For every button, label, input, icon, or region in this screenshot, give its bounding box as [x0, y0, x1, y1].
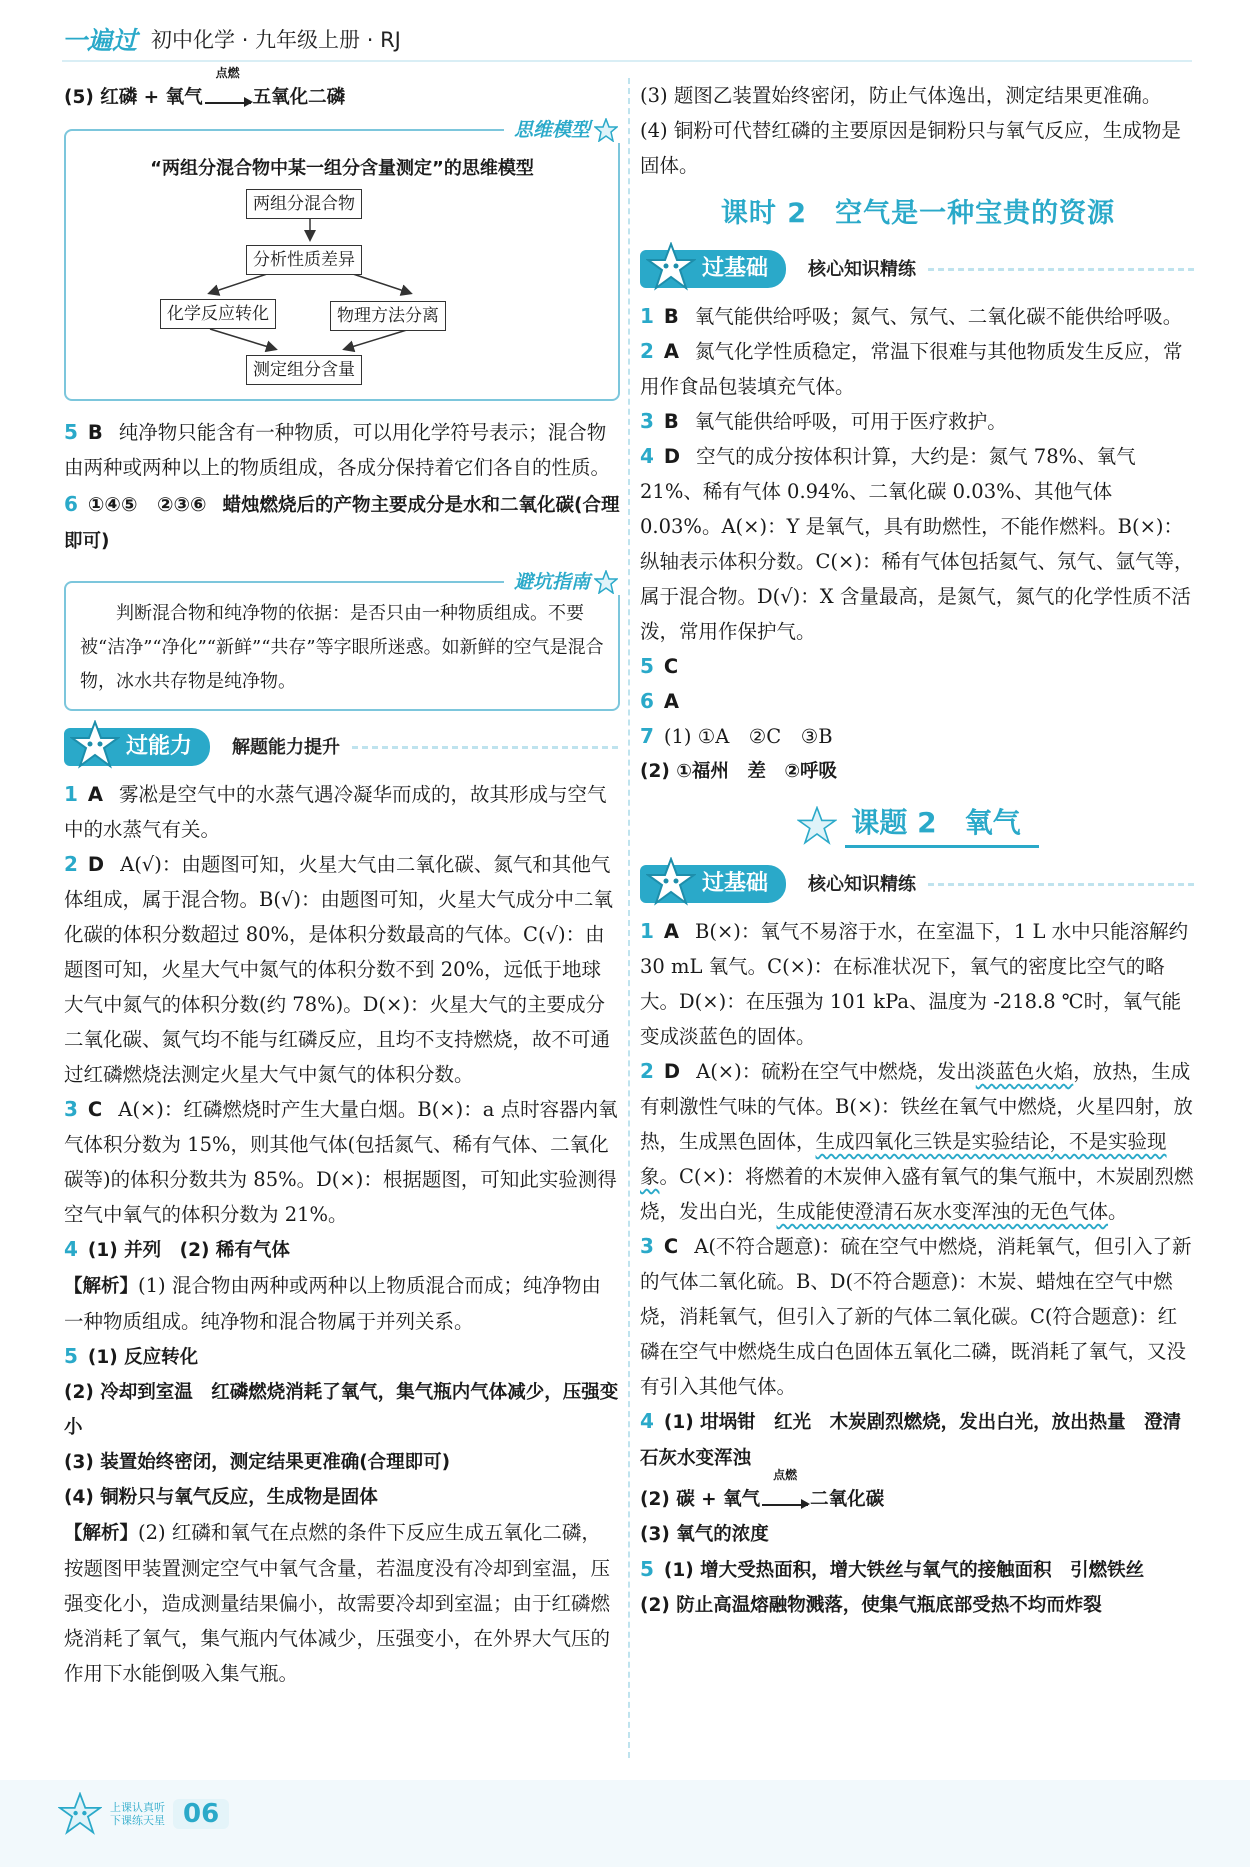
- reaction-condition: 点燃: [215, 66, 240, 80]
- item-number: 3: [640, 1234, 654, 1258]
- item-answer: B: [87, 421, 103, 444]
- lesson-title: 课时 2 空气是一种宝贵的资源: [720, 198, 1116, 229]
- eq-rhs: 二氧化碳: [810, 1489, 885, 1510]
- answer-item: [64, 1232, 620, 1268]
- item-answer: C: [663, 1235, 679, 1258]
- answer-line: (3) 题图乙装置始终密闭，防止气体逸出，测定结果更准确。: [640, 84, 1162, 107]
- item-answer: (1) 坩埚钳 红光 木炭剧烈燃烧，发出白光，放出热量 澄清石灰水变浑浊: [640, 1412, 1182, 1469]
- banner-rule: [928, 883, 1196, 886]
- item-answer: A: [663, 920, 680, 943]
- flow-node-measure: 测定组分含量: [246, 355, 362, 385]
- item-answer: (1) 并列 (2) 稀有气体: [87, 1240, 290, 1261]
- item-number: 3: [64, 1097, 78, 1121]
- item-number: 4: [640, 1409, 654, 1433]
- star-mascot-icon: [58, 1792, 102, 1836]
- box-tag: [504, 569, 622, 595]
- analysis: [64, 1268, 620, 1339]
- box-tag-label: 思维模型: [513, 119, 590, 141]
- brand-logo: 一遍过: [62, 26, 138, 55]
- footer: [58, 1792, 229, 1836]
- item-number: 2: [640, 339, 654, 363]
- item-answer: A: [663, 340, 680, 363]
- answer-item: [640, 404, 1196, 439]
- answer-item: [640, 439, 1196, 649]
- answer-line: (2) ①福州 差 ②呼吸: [640, 761, 838, 782]
- reaction-arrow: [760, 1468, 810, 1517]
- item-answer: B: [663, 305, 679, 328]
- item-explanation: 氮气化学性质稳定，常温下很难与其他物质发生反应，常用作食品包装填充气体。: [640, 340, 1183, 398]
- model-title: “两组分混合物中某一组分含量测定”的思维模型: [150, 158, 534, 179]
- banner-title: 过基础: [640, 250, 786, 288]
- key-phrase: 生成能使澄清石灰水变浑浊的无色气体: [776, 1200, 1109, 1223]
- item-number: 1: [64, 782, 78, 806]
- answer-item: [640, 334, 1196, 404]
- star-mascot-icon: [594, 570, 618, 594]
- answer-item: 2 D A(×)：硫粉在空气中燃烧，发出淡蓝色火焰，放热，生成有刺激性气味的气体。B(×)：铁丝在氧气中燃烧，火星四射，放热，生成黑色固体，生成四氧化三铁是实验结论，不是实验现象。C(×)：将燃着的木炭伸入盛有氧气的集气瓶中，木炭剧烈燃烧，发出白光，生成能使澄清石灰水变浑浊的无色气体。: [640, 1059, 1194, 1223]
- answer-item: [64, 777, 620, 847]
- page-number: 06: [173, 1799, 229, 1829]
- analysis-label: 【解析】: [64, 1276, 139, 1297]
- star-mascot-icon: [646, 857, 696, 907]
- banner-title: 过基础: [640, 865, 786, 903]
- box-tag-label: 避坑指南: [513, 571, 590, 593]
- item-explanation: 氧气能供给呼吸，可用于医疗救护。: [694, 410, 1007, 433]
- item-number: 4: [640, 444, 654, 468]
- topic-heading: [640, 803, 1196, 848]
- tip-text: 判断混合物和纯净物的依据：是否只由一种物质组成。不要被“洁净”“净化”“新鲜”“共存”等字眼所迷惑。如新鲜的空气是混合物，冰水共存物是纯净物。: [80, 603, 604, 692]
- item-answer: D: [663, 445, 681, 468]
- flowchart: [80, 189, 604, 389]
- item-answer: (1) ①A ②C ③B: [663, 725, 833, 748]
- item-number: 4: [64, 1237, 78, 1261]
- answer-item: [64, 1092, 620, 1232]
- answer-line: (3) 氧气的浓度: [640, 1524, 769, 1545]
- item-explanation: 蜡烛燃烧后的产物主要成分是水和二氧化碳(合理即可): [64, 495, 620, 552]
- flow-node-analyze: 分析性质差异: [246, 245, 362, 275]
- header-divider: [62, 60, 1192, 62]
- flow-node-mixture: 两组分混合物: [246, 189, 362, 219]
- banner-title: 过能力: [64, 728, 210, 766]
- item-explanation: 雾凇是空气中的水蒸气遇冷凝华而成的，故其形成与空气中的水蒸气有关。: [64, 783, 607, 841]
- item-number: 6: [640, 689, 654, 713]
- answer-item: [64, 487, 620, 559]
- item-number: 1: [640, 304, 654, 328]
- item-answer: ①④⑤ ②③⑥: [87, 493, 207, 516]
- banner-rule: [352, 746, 620, 749]
- analysis-label: 【解析】: [64, 1523, 139, 1544]
- banner-subtitle: 核心知识精练: [808, 258, 917, 280]
- item-answer: B: [663, 410, 679, 433]
- pitfall-guide-box: [64, 571, 620, 711]
- item-number: 6: [64, 492, 78, 516]
- answer-item: [640, 299, 1196, 334]
- answer-item: [640, 719, 1196, 754]
- item-explanation: 氧气能供给呼吸；氮气、氖气、二氧化碳不能供给呼吸。: [694, 305, 1183, 328]
- item-number: 2: [640, 1059, 654, 1083]
- banner-subtitle: 核心知识精练: [808, 873, 917, 895]
- answer-item: [640, 1552, 1196, 1588]
- item-answer: (1) 增大受热面积，增大铁丝与氧气的接触面积 引燃铁丝: [663, 1560, 1145, 1581]
- analysis: [64, 1515, 620, 1691]
- equation-line: [640, 1468, 1196, 1517]
- star-mascot-icon: [797, 806, 837, 846]
- item-number: 2: [64, 852, 78, 876]
- answer-item: [64, 415, 620, 485]
- thinking-model-box: [64, 119, 620, 401]
- answer-line: (4) 铜粉可代替红磷的主要原因是铜粉只与氧气反应，生成物是固体。: [640, 119, 1181, 177]
- section-banner: [64, 725, 620, 769]
- item-number: 1: [640, 919, 654, 943]
- item-number: 5: [64, 420, 78, 444]
- star-mascot-icon: [646, 242, 696, 292]
- star-mascot-icon: [594, 118, 618, 142]
- banner-rule: [928, 268, 1196, 271]
- star-mascot-icon: [70, 720, 120, 770]
- equation-5: [64, 66, 620, 115]
- section-banner: [640, 247, 1196, 291]
- answer-item: [640, 1229, 1196, 1404]
- reaction-condition: 点燃: [773, 1468, 798, 1482]
- item-answer: C: [663, 655, 679, 678]
- item-answer: A: [87, 783, 104, 806]
- reaction-arrow: [203, 66, 253, 115]
- answer-line: (4) 铜粉只与氧气反应，生成物是固体: [64, 1487, 378, 1508]
- eq-lhs: (2) 碳 + 氧气: [640, 1489, 761, 1510]
- answer-line: (3) 装置始终密闭，测定结果更准确(合理即可): [64, 1452, 451, 1473]
- item-explanation: B(×)：氧气不易溶于水，在室温下，1 L 水中只能溶解约 30 mL 氧气。C(×)：在标准状况下，氧气的密度比空气的略大。D(×)：在压强为 101 kPa、温度为 -218.8 ℃时，氧气能变成淡蓝色的固体。: [640, 920, 1189, 1048]
- column-divider: [628, 78, 630, 1758]
- topic-title: 课题 2 氧气: [845, 803, 1038, 848]
- answer-item: [640, 914, 1196, 1054]
- eq-rhs: 五氧化二磷: [252, 87, 346, 108]
- left-column: [64, 66, 620, 1691]
- flow-node-physical: 物理方法分离: [330, 301, 446, 331]
- box-tag: [504, 117, 622, 143]
- book-title: 初中化学 · 九年级上册 · RJ: [151, 28, 401, 52]
- answer-line: (2) 防止高温熔融物溅落，使集气瓶底部受热不均而炸裂: [640, 1595, 1102, 1616]
- footer-slogan: 上课认真听 下课练天星: [110, 1801, 165, 1827]
- key-phrase: 生成四氧化三铁是实验结论，不是实验现象: [640, 1130, 1167, 1188]
- right-column: [640, 78, 1196, 1623]
- item-number: 3: [640, 409, 654, 433]
- analysis-text: (2) 红磷和氧气在点燃的条件下反应生成五氧化二磷，按题图甲装置测定空气中氧气含量，若温度没有冷却到室温，压强变化小，造成测量结果偏小，故需要冷却到室温；由于红磷燃烧消耗了氧气，集气瓶内气体减少，压强变小，在外界大气压的作用下水能倒吸入集气瓶。: [64, 1521, 611, 1685]
- section-banner: [640, 862, 1196, 906]
- flow-node-chemical: 化学反应转化: [160, 299, 276, 329]
- item-answer: A: [663, 690, 680, 713]
- answer-item: [640, 649, 1196, 684]
- answer-line: (2) 冷却到室温 红磷燃烧消耗了氧气，集气瓶内气体减少，压强变小: [64, 1382, 619, 1438]
- answer-item: [64, 1339, 620, 1375]
- item-answer: C: [87, 1098, 103, 1121]
- answer-item: [640, 1404, 1196, 1476]
- item-number: 5: [640, 1557, 654, 1581]
- item-explanation: A(×)：红磷燃烧时产生大量白烟。B(×)：a 点时容器内氧气体积分数为 15%，则其他气体(包括氮气、稀有气体、二氧化碳等)的体积分数共为 85%。D(×)：根据题图，可知此实验测得空气中氧气的体积分数为 21%。: [64, 1098, 618, 1226]
- analysis-text: (1) 混合物由两种或两种以上物质混合而成；纯净物由一种物质组成。纯净物和混合物属于并列关系。: [64, 1274, 601, 1333]
- item-number: 5: [64, 1344, 78, 1368]
- item-number: 5: [640, 654, 654, 678]
- key-phrase: 淡蓝色火焰: [975, 1060, 1074, 1083]
- item-answer: (1) 反应转化: [87, 1347, 199, 1368]
- header: [62, 22, 401, 56]
- item-explanation: A(√)：由题图可知，火星大气由二氧化碳、氮气和其他气体组成，属于混合物。B(√)：由题图可知，火星大气成分中二氧化碳的体积分数超过 80%，是体积分数最高的气体。C(√)：由题图可知，火星大气中氮气的体积分数不到 20%，远低于地球大气中氮气的体积分数(约 78%)。D(×)：火星大气的主要成分二氧化碳、氮气均不能与红磷反应，且均不支持燃烧，故不可通过红磷燃烧法测定火星大气中氮气的体积分数。: [64, 853, 613, 1086]
- item-answer: D: [87, 853, 105, 876]
- item-number: 7: [640, 724, 654, 748]
- item-explanation: A(不符合题意)：硫在空气中燃烧，消耗氧气，但引入了新的气体二氧化硫。B、D(不符合题意)：木炭、蜡烛在空气中燃烧，消耗氧气，但引入了新的气体二氧化碳。C(符合题意)：红磷在空气中燃烧生成白色固体五氧化二磷，既消耗了氧气，又没有引入其他气体。: [640, 1235, 1192, 1398]
- item-answer: D: [663, 1060, 681, 1083]
- eq-lhs: (5) 红磷 + 氧气: [64, 87, 203, 108]
- answer-item: [640, 684, 1196, 719]
- answer-item: [64, 847, 620, 1092]
- banner-subtitle: 解题能力提升: [232, 736, 341, 758]
- item-explanation: 纯净物只能含有一种物质，可以用化学符号表示；混合物由两种或两种以上的物质组成，各成分保持着它们各自的性质。: [64, 421, 611, 479]
- item-explanation: 空气的成分按体积计算，大约是：氮气 78%、氧气 21%、稀有气体 0.94%、二氧化碳 0.03%、其他气体 0.03%。A(×)：Y 是氧气，具有助燃性，不能作燃料。B(×)：纵轴表示体积分数。C(×)：稀有气体包括氦气、氖气、氩气等，属于混合物。D(√)：X 含量最高，是氮气，氮气的化学性质不活泼，常用作保护气。: [640, 445, 1194, 643]
